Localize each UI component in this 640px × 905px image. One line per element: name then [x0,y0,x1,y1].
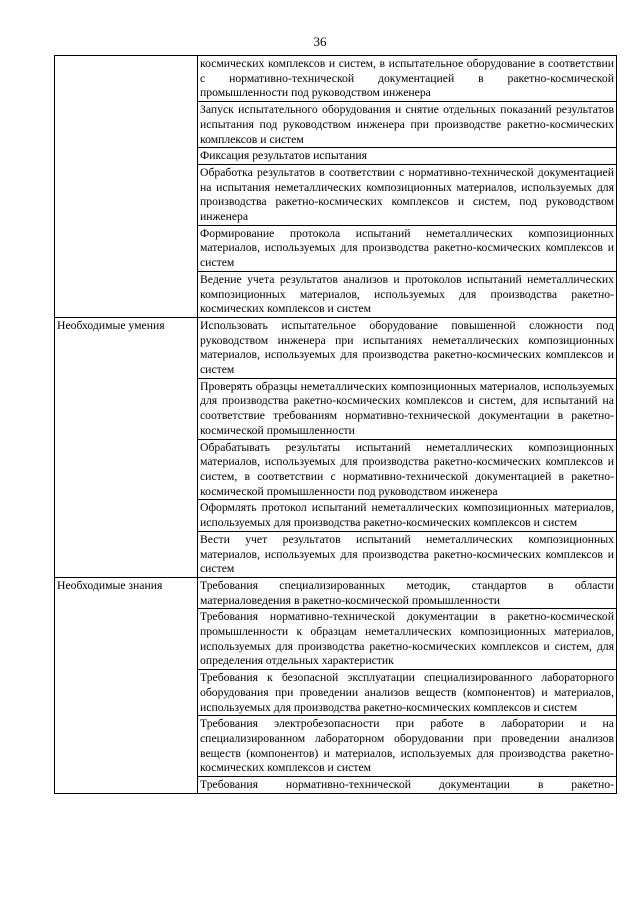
row-text: Требования специализированных методик, стандартов в области материаловедения в ракетно-космической промышленности [198,577,617,608]
requirements-table [54,55,617,794]
row-text: Фиксация результатов испытания [198,148,617,165]
row-text: Обрабатывать результаты испытаний неметаллических композиционных материалов, используемых для производства ракетно-космических комплексов и систем, в соответствии с нормативно-технической документацией в ракетно-космической промышленности под руководством инженера [198,439,617,500]
row-text: Требования нормативно-технической документации в ракетно-космической промышленности к образцам неметаллических композиционных материалов, используемых для производства ракетно-космических комплексов и систем, для определения отдельных характеристик [198,609,617,670]
row-text: Обработка результатов в соответствии с нормативно-технической документацией на испытания неметаллических композиционных материалов, используемых для производства ракетно-космических комплексов и систем, под руководством инженера [198,164,617,225]
row-text: Проверять образцы неметаллических композиционных материалов, используемых для производства ракетно-космических комплексов и систем, для испытаний на соответствие требованиям нормативно-технической документации в ракетно-космической промышленности [198,378,617,439]
page-number: 36 [313,34,327,49]
row-text: Требования нормативно-технической документации в ракетно- [198,777,617,794]
table-row [55,317,617,378]
table-row [55,56,617,102]
row-text: Формирование протокола испытаний неметаллических композиционных материалов, используемых для производства ракетно-космических комплексов и систем [198,225,617,271]
row-text: Использовать испытательное оборудование повышенной сложности под руководством инженера при испытаниях неметаллических композиционных материалов, используемых для производства ракетно-космических комплексов и систем [198,317,617,378]
row-text: космических комплексов и систем, в испытательное оборудование в соответствии с нормативно-технической документацией в ракетно-космической промышленности под руководством инженера [198,56,617,102]
row-label [55,56,198,318]
row-text: Оформлять протокол испытаний неметаллических композиционных материалов, используемых для производства ракетно-космических комплексов и систем [198,500,617,531]
row-text: Требования к безопасной эксплуатации специализированного лабораторного оборудования при проведении анализов веществ (компонентов) и материалов, используемых для производства ракетно-космических комплексов и систем [198,670,617,716]
table-row [55,577,617,608]
section-label-skills: Необходимые умения [55,317,198,577]
row-text: Запуск испытательного оборудования и снятие отдельных показаний результатов испытания под руководством инженера при производстве ракетно-космических комплексов и систем [198,102,617,148]
section-label-knowledge: Необходимые знания [55,577,198,793]
row-text: Ведение учета результатов анализов и протоколов испытаний неметаллических композиционных материалов, используемых для производства ракетно-космических комплексов и систем [198,271,617,317]
row-text: Вести учет результатов испытаний неметаллических композиционных материалов, используемых для производства ракетно-космических комплексов и систем [198,531,617,577]
row-text: Требования электробезопасности при работе в лаборатории и на специализированном лабораторном оборудовании при проведении анализов веществ (компонентов) и материалов, используемых для производства ракетно-космических комплексов и систем [198,716,617,777]
